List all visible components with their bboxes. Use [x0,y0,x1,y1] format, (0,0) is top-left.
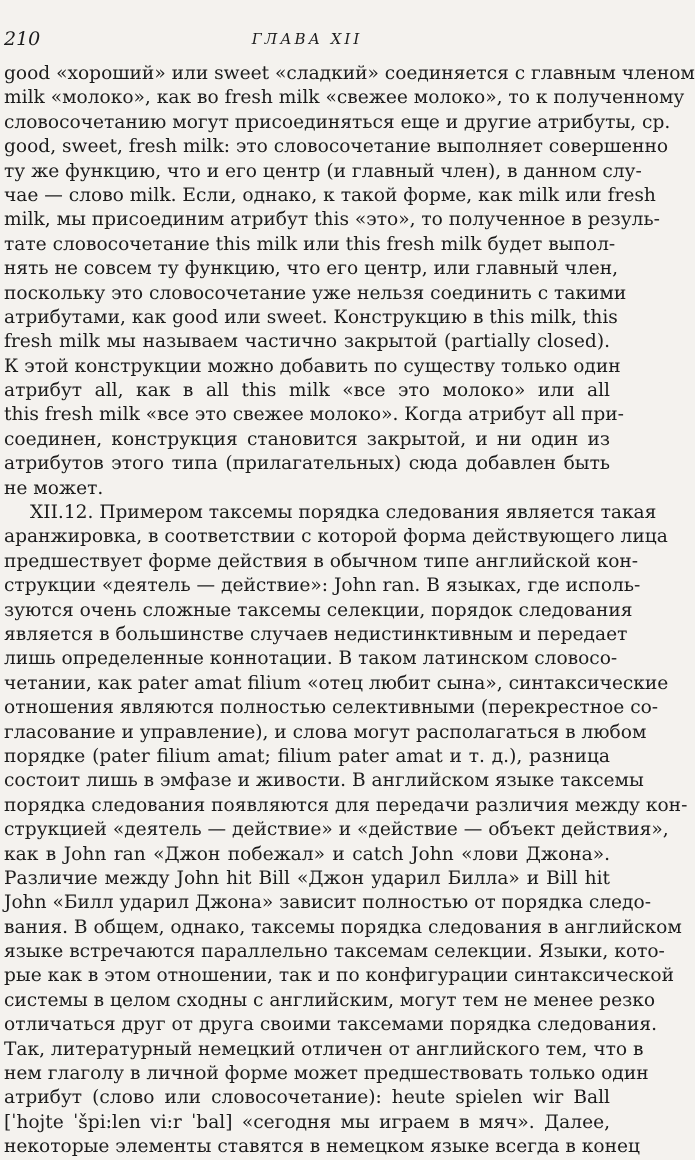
text-line: fresh milk мы называем частично закрытой (partially closed). [4,331,610,353]
text-line: рые как в этом отношении, так и по конфигурации синтаксической [4,965,674,987]
body-text [4,62,695,1160]
text-line: зуются очень сложные таксемы селекции, порядок следования [4,599,633,621]
text-line: струкцией «деятель — действие» и «действие — объект действия», [4,819,669,841]
text-line: порядке (pater filium amat; filium pater amat и т. д.), разница [4,745,610,767]
text-line: некоторые элементы ставятся в немецком языке всегда в конец [4,1136,640,1158]
text-line: атрибутами, как good или sweet. Конструкцию в this milk, this [4,306,618,328]
text-line: отличаться друг от друга своими таксемами порядка следования. [4,1014,657,1036]
text-line: чае — слово milk. Если, однако, к такой форме, как milk или fresh [4,184,656,206]
text-line: аранжировка, в соответствии с которой форма действующего лица [4,526,668,548]
text-line: [ˈhojte ˈšpi:len vi:r ˈbal] «сегодня мы играем в мяч». Далее, [4,1111,610,1133]
text-line: вания. В общем, однако, таксемы порядка следования в английском [4,916,682,938]
text-line: языке встречаются параллельно таксемам селекции. Языки, кото- [4,941,665,963]
text-line: состоит лишь в эмфазе и живости. В английском языке таксемы [4,770,644,792]
text-line: гласование и управление), и слова могут располагаться в любом [4,721,647,743]
text-line: К этой конструкции можно добавить по существу только один [4,355,621,377]
text-line: системы в целом сходны с английским, могут тем не менее резко [4,989,656,1011]
text-line: milk, мы присоединим атрибут this «это», то полученное в резуль- [4,209,660,231]
section-start-line: XII.12. Примером таксемы порядка следования является такая [30,502,657,524]
text-line: является в большинстве случаев недистинктивным и передает [4,623,628,645]
page-number: 210 [4,28,41,50]
text-line: не может. [4,477,104,499]
text-line: milk «молоко», как во fresh milk «свежее молоко», то к полученному [4,87,685,109]
text-line: лишь определенные коннотации. В таком латинском словосо- [4,648,618,670]
text-line: good «хороший» или sweet «сладкий» соединяется с главным членом [4,63,695,84]
text-line: предшествует форме действия в обычном типе английской кон- [4,550,639,572]
text-line: четании, как pater amat filium «отец любит сына», синтаксические [4,672,669,694]
text-line: струкции «деятель — действие»: John ran. В языках, где исполь- [4,575,641,597]
page-header [4,28,610,52]
text-line: поскольку это словосочетание уже нельзя соединить с такими [4,282,627,304]
text-line: Различие между John hit Bill «Джон ударил Билла» и Bill hit [4,867,610,889]
text-line: ту же функцию, что и его центр (и главный член), в данном слу- [4,160,642,182]
chapter-title: ГЛАВА XII [251,30,363,48]
text-line: this fresh milk «все это свежее молоко». Когда атрибут all при- [4,404,624,426]
text-line: словосочетанию могут присоединяться еще и другие атрибуты, ср. [4,111,671,133]
text-line: тате словосочетание this milk или this fresh milk будет выпол- [4,233,616,255]
text-line: атрибут all, как в all this milk «все это молоко» или all [4,380,610,402]
text-line: как в John ran «Джон побежал» и catch John «лови Джона». [4,843,610,865]
text-line: атрибут (слово или словосочетание): heute spielen wir Ball [4,1087,610,1109]
text-line: нем глаголу в личной форме может предшествовать только один [4,1063,649,1085]
text-line: атрибутов этого типа (прилагательных) сюда добавлен быть [4,453,610,475]
text-line: порядка следования появляются для передачи различия между кон- [4,794,688,816]
text-line: John «Билл ударил Джона» зависит полностью от порядка следо- [4,892,651,914]
text-line: соединен, конструкция становится закрытой, и ни один из [4,428,610,450]
text-line: нять не совсем ту функцию, что его центр, или главный член, [4,258,619,280]
text-line: good, sweet, fresh milk: это словосочетание выполняет совершенно [4,136,669,158]
text-line: Так, литературный немецкий отличен от английского тем, что в [4,1038,644,1060]
text-line: отношения являются полностью селективными (перекрестное со- [4,697,659,719]
